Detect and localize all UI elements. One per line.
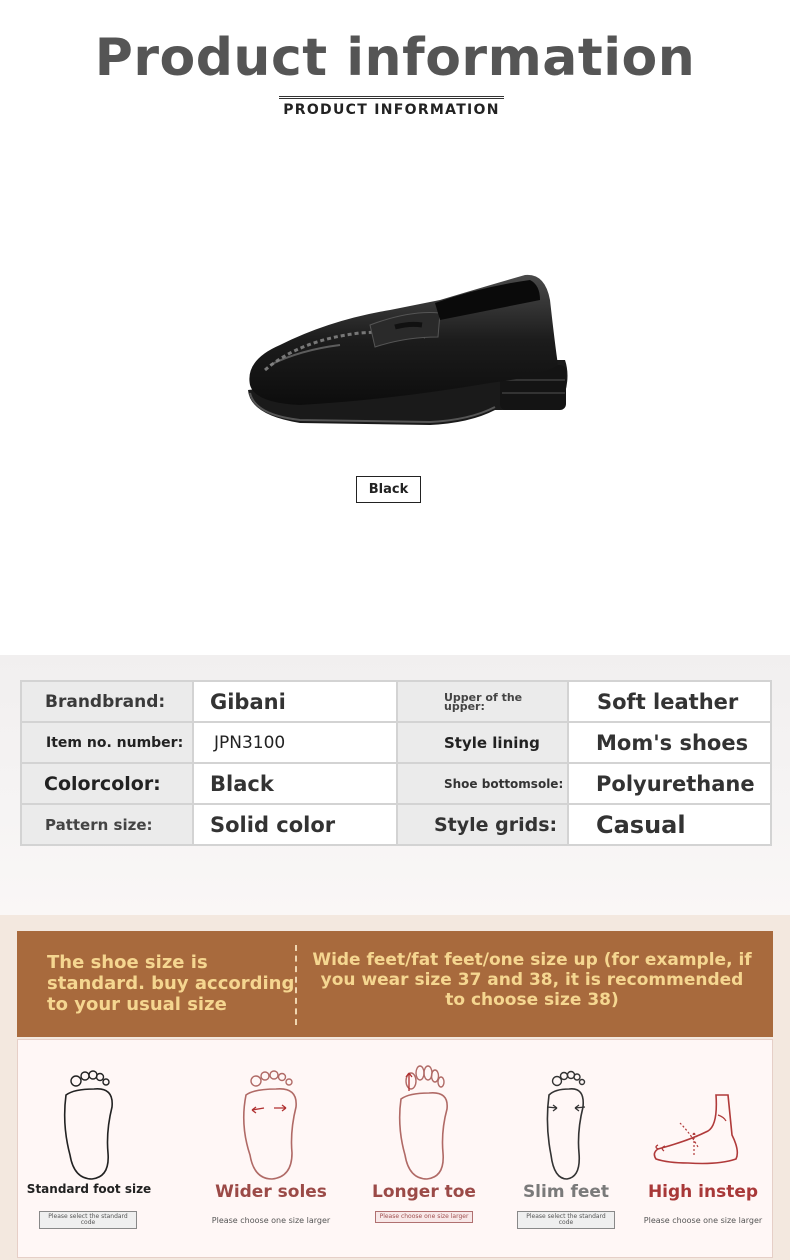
spec-value-upper: Soft leather [568, 681, 771, 722]
spec-value-item-no: JPN3100 [193, 722, 397, 763]
product-shoe-image [240, 265, 580, 465]
spec-value-pattern: Solid color [193, 804, 397, 845]
spec-row [21, 763, 771, 804]
spec-value-sole: Polyurethane [568, 763, 771, 804]
foot-note-slim: Please select the standard code [517, 1211, 615, 1229]
size-up-text: Wide feet/fat feet/one size up (for example, if you wear size 37 and 38, it is recommended to choose size 38) [312, 950, 752, 1010]
slim-feet-foot-icon [491, 1055, 641, 1185]
banner-divider [295, 945, 297, 1025]
spec-row [21, 681, 771, 722]
spec-value-style-grids: Casual [568, 804, 771, 845]
foot-note-wider: Please choose one size larger [211, 1216, 331, 1225]
spec-label-style-lining: Style lining [397, 722, 568, 763]
spec-value-style-lining: Mom's shoes [568, 722, 771, 763]
high-instep-foot-icon [628, 1055, 778, 1185]
subtitle-rule [279, 96, 504, 120]
spec-value-brand: Gibani [193, 681, 397, 722]
spec-label-item-no: Item no. number: [21, 722, 193, 763]
spec-label-style-grids: Style grids: [397, 804, 568, 845]
page-title: Product information [94, 28, 696, 88]
foot-title-slim: Slim feet [522, 1182, 610, 1202]
size-standard-text: The shoe size is standard. buy according to your usual size [47, 952, 295, 1015]
spec-label-sole: Shoe bottomsole: [397, 763, 568, 804]
spec-label-brand: Brandbrand: [21, 681, 193, 722]
foot-title-high-instep: High instep [647, 1182, 759, 1202]
spec-row [21, 804, 771, 845]
foot-title-standard: Standard foot size [26, 1182, 152, 1196]
wider-soles-foot-icon [196, 1055, 346, 1185]
standard-foot-icon [14, 1055, 164, 1185]
spec-label-upper: Upper of the upper: [397, 681, 568, 722]
spec-label-color: Colorcolor: [21, 763, 193, 804]
spec-table [20, 680, 772, 846]
foot-title-wider: Wider soles [215, 1182, 327, 1202]
spec-value-color: Black [193, 763, 397, 804]
foot-note-longer: Please choose one size larger [375, 1211, 473, 1223]
page-subtitle: PRODUCT INFORMATION [283, 102, 500, 118]
foot-note-high-instep: Please choose one size larger [643, 1216, 763, 1225]
color-option-black[interactable]: Black [356, 476, 421, 503]
longer-toe-foot-icon [349, 1055, 499, 1185]
spec-label-pattern: Pattern size: [21, 804, 193, 845]
spec-row [21, 722, 771, 763]
foot-title-longer: Longer toe [372, 1182, 476, 1202]
foot-note-standard: Please select the standard code [39, 1211, 137, 1229]
